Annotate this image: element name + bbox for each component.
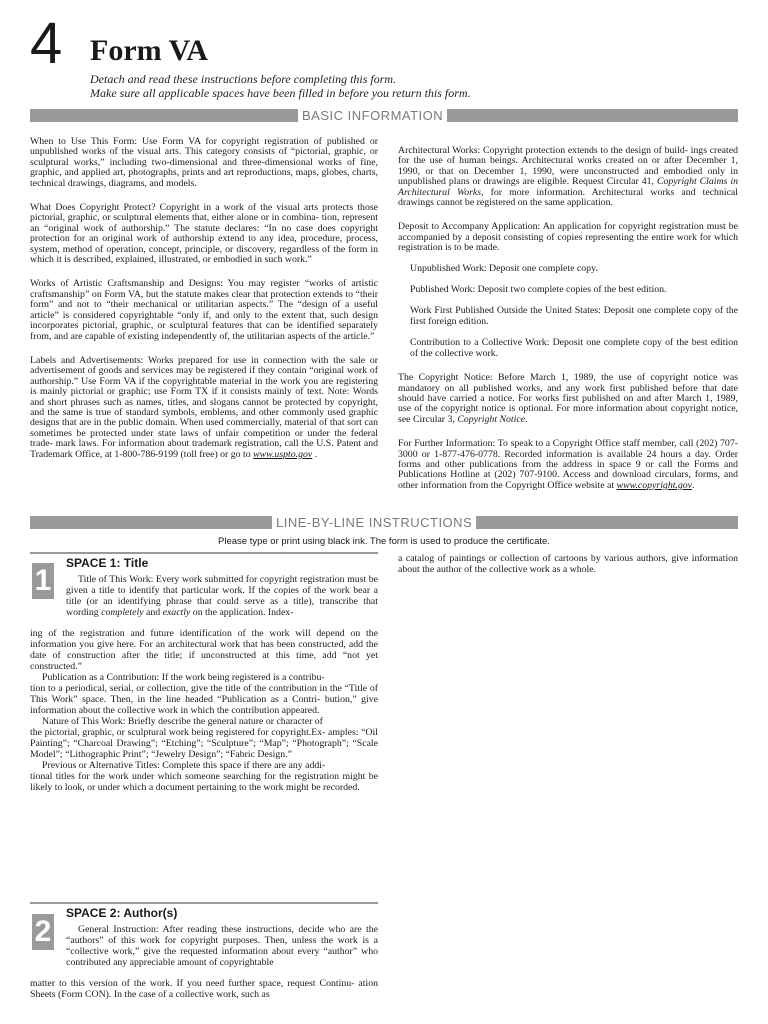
- published-paragraph: [410, 285, 738, 295]
- copyright-gov-link[interactable]: www.copyright.gov: [616, 479, 693, 491]
- previous-titles-paragraph: [30, 760, 378, 771]
- notice-paragraph: [398, 373, 738, 425]
- emphasis-exactly: exactly: [162, 607, 191, 618]
- protect-text: Copyright in a work of the visual arts protects those pictorial, graphic, or sculptural elements that, either alone or in combina- tion, represent an “original work of authorship.” The statute declares: “In no case does copyright protection for an original work of authorship extend to any idea, procedure, process, system, method of operation, concept, principle, or discovery, regardless of the form in which it is described, explained, illustrated, or embodied in such work.”: [30, 202, 379, 266]
- deposit-text: An application for copyright registration must be accompanied by a deposit consisting of copies representing the entire work for which registration is to be made.: [398, 221, 738, 254]
- space-1-body: [30, 628, 378, 793]
- contribution-deposit-paragraph: [410, 338, 738, 359]
- general-instruction-heading: General Instruction:: [78, 924, 159, 935]
- space-1-rule: [30, 552, 378, 554]
- general-instruction-paragraph: [66, 924, 378, 968]
- contribution-deposit-text: Deposit one complete copy of the best edition of the collective work.: [410, 337, 738, 359]
- unpublished-text: Deposit one complete copy.: [486, 262, 598, 274]
- instruction-line-1: Detach and read these instructions before completing this form.: [90, 72, 397, 86]
- publication-contribution-heading: Publication as a Contribution:: [42, 672, 160, 683]
- space-1-number-box: 1: [32, 563, 54, 599]
- protect-paragraph: [30, 203, 378, 265]
- outside-us-heading: Work First Published Outside the United States:: [410, 305, 601, 317]
- title-of-work-continued: ing of the registration and future identification of the work will depend on the information you give here. For an architectural work that has been constructed, add the date of construction after the title; if unconstructed at this time, add “not yet constructed.”: [30, 628, 378, 672]
- contribution-deposit-heading: Contribution to a Collective Work:: [410, 337, 550, 349]
- circular-41-title: Copyright Claims in Architectural Works: [398, 176, 738, 198]
- notice-heading: The Copyright Notice:: [398, 372, 493, 384]
- instruction-line-2: Make sure all applicable spaces have been filled in before you return this form.: [90, 86, 471, 100]
- labels-end: .: [312, 448, 318, 460]
- further-info-text: To speak to a Copyright Office staff member, call (202) 707-3000 or 1-877-476-0778. Recorded information is available 24 hours a day. Order forms and other publications from the address in space 9 or call the Forms and Publications Hotline at (202) 707-9100. Access and download circulars, forms, and other information from the Copyright Office website at: [398, 438, 738, 491]
- when-to-use-paragraph: [30, 137, 378, 189]
- space-2-rule: [30, 902, 378, 904]
- published-text: Deposit two complete copies of the best edition.: [475, 284, 667, 296]
- form-title: Form VA: [90, 34, 209, 67]
- nature-of-work-heading: Nature of This Work:: [42, 716, 126, 727]
- notice-end: .: [525, 413, 528, 425]
- arch-paragraph: [398, 146, 738, 208]
- when-to-use-text: Use Form VA for copyright registration of published or unpublished works of the visual arts. This category consists of “pictorial, graphic, or sculptural works,” including two-dimensional and three-dimensional works of fine, graphic, and applied art, photographs, prints and art reproductions, maps, globes, charts, technical drawings, diagrams, and models.: [30, 136, 378, 189]
- section-title-basic: BASIC INFORMATION: [298, 109, 447, 122]
- craft-paragraph: [30, 279, 378, 341]
- labels-text: Works prepared for use in connection with the sale or advertisement of goods and services may be registered if they contain “original work of authorship.” Use Form VA if the copyrightable material in the work you are registering is mainly pictorial or graphic; use Form TX if it consists mainly of text. Note: Words and short phrases such as names, titles, and slogans cannot be protected by copyright, and the same is true of standard symbols, emblems, and other commonly used graphic designs that are in the public domain. When used commercially, material of that sort can sometimes be protected under state laws of unfair competition or under the federal trade- mark laws. For information about trademark registration, call the U.S. Patent and Trademark Office, at 1-800-786-9199 (toll free) or go to: [30, 354, 379, 460]
- space-1-intro: [66, 574, 378, 618]
- general-instruction-continued: matter to this version of the work. If you need further space, request Continu- ation Sheets (Form CON). In the case of a collective work, such as: [30, 978, 378, 1000]
- labels-paragraph: [30, 356, 378, 460]
- unpublished-heading: Unpublished Work:: [410, 262, 487, 274]
- unpublished-paragraph: [410, 264, 738, 274]
- arch-heading: Architectural Works:: [398, 145, 481, 156]
- form-number: 4: [30, 11, 63, 76]
- basic-left-column: [30, 137, 378, 470]
- further-info-end: .: [692, 479, 695, 491]
- deposit-paragraph: [398, 222, 738, 253]
- published-heading: Published Work:: [410, 284, 476, 296]
- when-to-use-heading: When to Use This Form:: [30, 136, 138, 147]
- further-info-paragraph: [398, 439, 738, 491]
- basic-right-column: [398, 146, 738, 501]
- nature-of-work-paragraph: [30, 716, 378, 727]
- outside-us-text: Deposit one complete copy of the first foreign edition.: [410, 305, 738, 327]
- header-instructions: [90, 72, 471, 100]
- arch-text: Copyright protection extends to the design of build- ings created for the use of human beings. Architectural works created on or after December 1, 1990, or that on December 1, 1990, were unconstructed and embodied only in unpublished plans or drawings are eligible. Request Circular 41,: [398, 145, 738, 188]
- title-of-work-paragraph: [66, 574, 378, 618]
- labels-heading: Labels and Advertisements:: [30, 354, 144, 366]
- deposit-heading: Deposit to Accompany Application:: [398, 221, 541, 233]
- conjunction-and: and: [143, 607, 163, 618]
- circular-3-title: Copyright Notice: [457, 413, 526, 425]
- title-of-work-text: Every work submitted for copyright registration must be given a title to identify that particular work. If the copies of the work bear a title (or an identifying phrase that could serve as a title), transcribe that wording: [66, 574, 378, 618]
- craft-text: You may register “works of artistic craftsmanship” on Form VA, but the statute makes clear that protection extends to “their form” and not to “their mechanical or utilitarian aspects.” The “design of a useful article” is considered copyrightable “only if, and only to the extent that, such design incorporates pictorial, graphic, or sculptural features that can be identified separately from, and are capable of existing independently of, the utilitarian aspects of the article.”: [30, 278, 378, 342]
- outside-us-paragraph: [410, 306, 738, 327]
- publication-contribution-paragraph: [30, 672, 378, 683]
- notice-text: Before March 1, 1989, the use of copyright notice was mandatory on all published works, and any work first published before that date should have carried a notice. For works first published on and after March 1, 1989, use of the copyright notice is optional. For more information about copyright notice, see Circular 3,: [398, 372, 739, 425]
- nature-of-work-continued: the pictorial, graphic, or sculptural work being registered for copyright.Ex- amples: “Oil Painting”; “Charcoal Drawing”; “Etching”; “Sculpture”; “Map”; “Photograph”; “Scale Model”; “Lithographic Print”; “Jewelry Design”; “Fabric Design.”: [30, 727, 378, 760]
- publication-contribution-continued: tion to a periodical, serial, or collection, give the title of the contribution in the “Title of This Work” space. Then, in the line headed “Publication as a Contri- bution,” give information about the collective work in which the contribution appeared.: [30, 683, 378, 716]
- publication-contribution-text: If the work being registered is a contribu-: [159, 672, 325, 683]
- space-2-intro: [66, 924, 378, 968]
- previous-titles-text: Complete this space if there are any addi-: [159, 760, 326, 771]
- space-2-body: [30, 978, 378, 1000]
- previous-titles-heading: Previous or Alternative Titles:: [42, 760, 160, 771]
- space-1-title: SPACE 1: Title: [66, 556, 149, 570]
- further-info-heading: For Further Information:: [398, 438, 496, 450]
- space-2-number-box: 2: [32, 914, 54, 950]
- space-2-title: SPACE 2: Author(s): [66, 906, 178, 920]
- nature-of-work-text: Briefly describe the general nature or character of: [125, 716, 323, 727]
- section-title-line-by-line: LINE-BY-LINE INSTRUCTIONS: [272, 516, 476, 529]
- title-of-work-heading: Title of This Work:: [78, 574, 154, 585]
- craft-heading: Works of Artistic Craftsmanship and Designs:: [30, 278, 223, 290]
- print-note: Please type or print using black ink. The form is used to produce the certificate.: [218, 536, 550, 547]
- right-lower-text: a catalog of paintings or collection of cartoons by various authors, give information about the author of the collective work as a whole.: [398, 553, 738, 575]
- general-instruction-text: After reading these instructions, decide who are the “authors” of this work for copyright purposes. Then, unless the work is a “collective work,” give the requested information about every “author” who contributed any appreciable amount of copyrightable: [66, 924, 378, 968]
- arch-end: , for more information. Architectural works and technical drawings cannot be registered on the same application.: [398, 186, 738, 209]
- emphasis-completely: completely: [101, 607, 144, 618]
- protect-heading: What Does Copyright Protect?: [30, 202, 156, 214]
- uspto-link[interactable]: www.uspto.gov: [253, 448, 313, 460]
- previous-titles-continued: tional titles for the work under which someone searching for the registration might be likely to look, or under which a document pertaining to the work might be recorded.: [30, 771, 378, 793]
- title-of-work-end: on the application. Index-: [190, 607, 294, 618]
